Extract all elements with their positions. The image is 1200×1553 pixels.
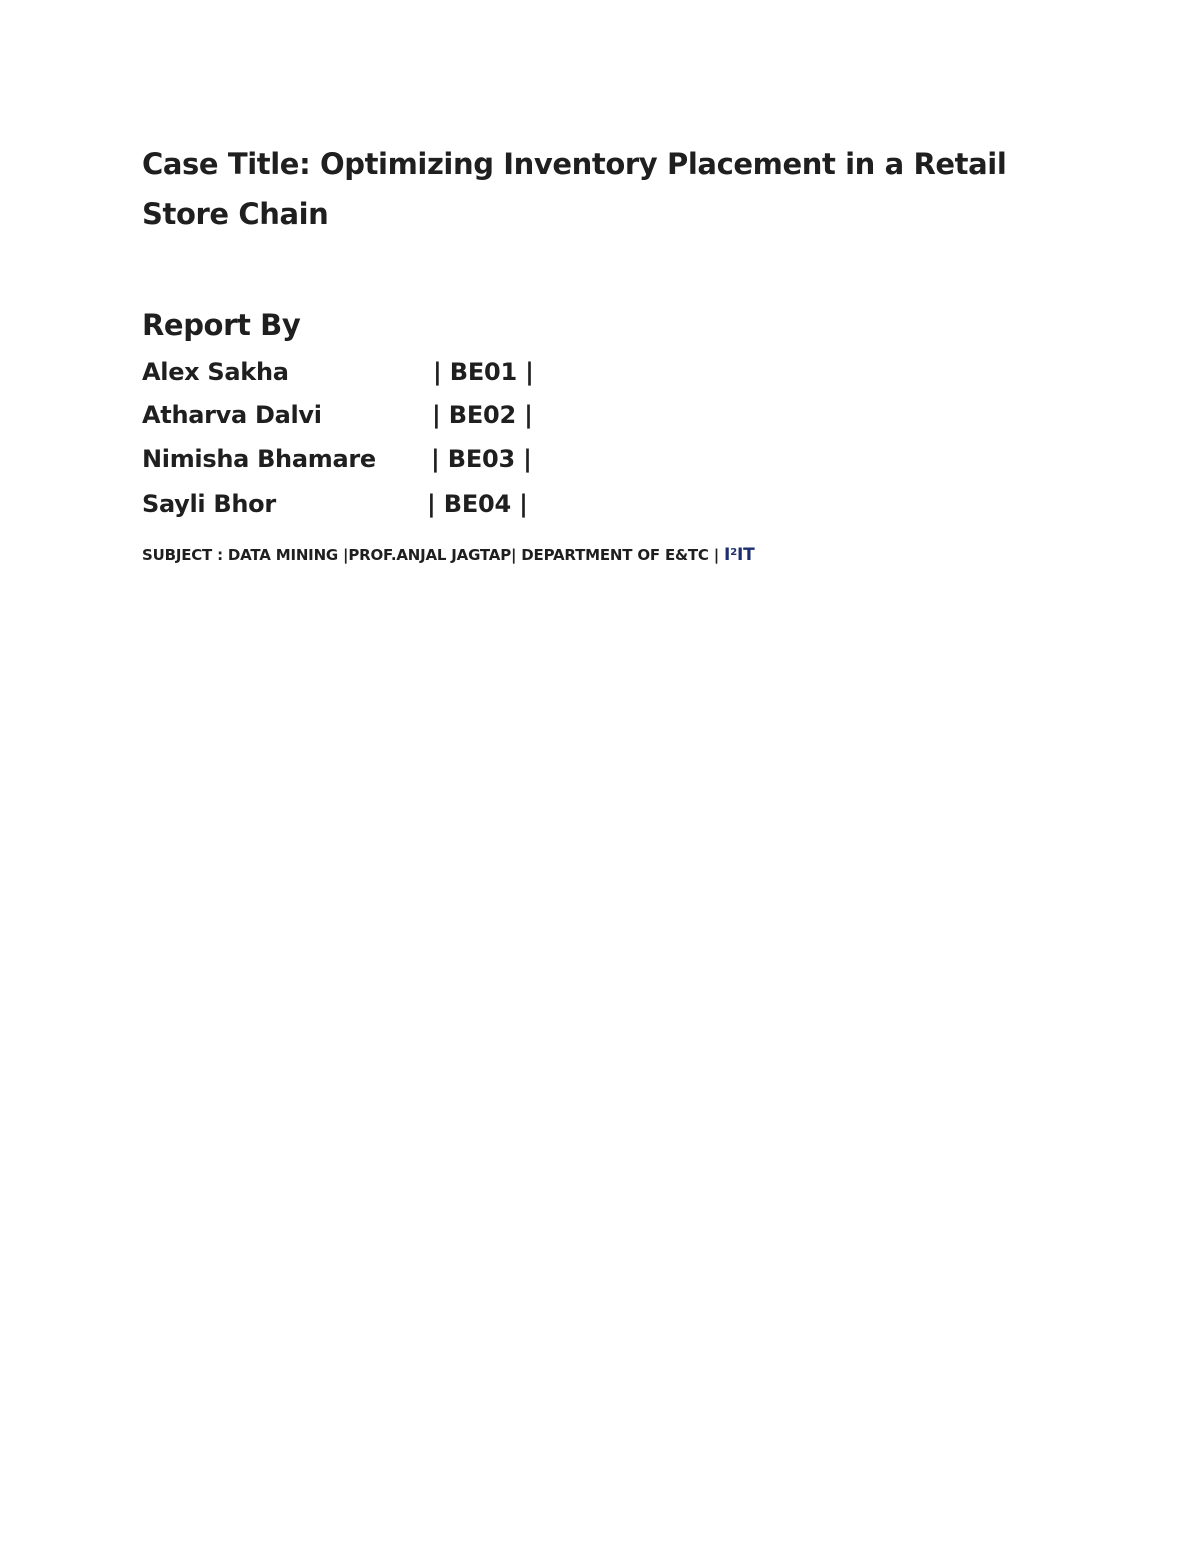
institute-prefix: I [724, 545, 731, 565]
member-roll: | BE04 | [427, 490, 528, 518]
member-roll: | BE01 | [433, 358, 534, 386]
member-name: Atharva Dalvi [142, 401, 322, 429]
member-roll: | BE03 | [431, 445, 532, 473]
member-name: Sayli Bhor [142, 490, 276, 518]
report-by-heading: Report By [142, 308, 301, 342]
institute-name [724, 545, 754, 565]
member-name: Alex Sakha [142, 358, 289, 386]
member-name: Nimisha Bhamare [142, 445, 376, 473]
institute-superscript: 2 [730, 547, 737, 558]
case-title: Case Title: Optimizing Inventory Placement in a Retail Store Chain [142, 147, 1007, 231]
institute-suffix: IT [736, 545, 755, 565]
member-roll: | BE02 | [432, 401, 533, 429]
subject-line [142, 543, 754, 567]
subject-text: SUBJECT : DATA MINING |PROF.ANJAL JAGTAP| DEPARTMENT OF E&TC | [142, 546, 725, 564]
